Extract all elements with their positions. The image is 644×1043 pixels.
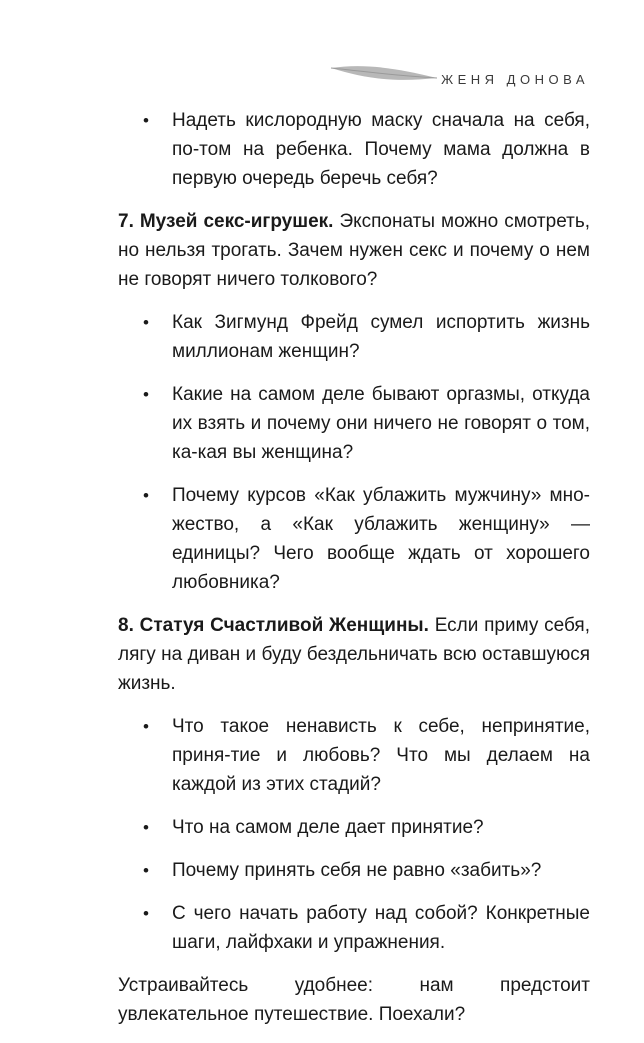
list-item xyxy=(118,899,590,957)
intro-bullet-list xyxy=(118,106,590,193)
list-item-text: Почему принять себя не равно «забить»? xyxy=(172,860,542,881)
bullet-icon: • xyxy=(143,313,149,332)
list-item-text: Что такое ненависть к себе, непринятие, приня-тие и любовь? Что мы делаем на каждой из этих стадий? xyxy=(172,716,590,795)
list-item xyxy=(118,856,590,885)
list-item xyxy=(118,481,590,597)
section-8-paragraph xyxy=(118,611,590,698)
bullet-icon: • xyxy=(143,717,149,736)
list-item-text: Что на самом деле дает принятие? xyxy=(172,817,484,838)
bullet-icon: • xyxy=(143,861,149,880)
bullet-icon: • xyxy=(143,111,149,130)
author-name: ЖЕНЯ ДОНОВА xyxy=(441,72,589,87)
list-item xyxy=(118,813,590,842)
list-item-text: Надеть кислородную маску сначала на себя, по-том на ребенка. Почему мама должна в первую очередь беречь себя? xyxy=(172,110,590,189)
feather-icon xyxy=(329,60,439,92)
bullet-icon: • xyxy=(143,385,149,404)
section-8-title: 8. Статуя Счастливой Женщины. xyxy=(118,615,429,636)
section-7-text: Экспонаты можно смотреть, но нельзя трогать. Зачем нужен секс и почему о нем не говорят ничего толкового? xyxy=(118,211,591,290)
list-item-text: Почему курсов «Как ублажить мужчину» мно-жество, а «Как ублажить женщину» — единицы? Чего вообще ждать от хорошего любовника? xyxy=(172,485,590,593)
bullet-icon: • xyxy=(143,486,149,505)
section-8-text: Если приму себя, лягу на диван и буду бездельничать всю оставшуюся жизнь. xyxy=(118,615,590,694)
section-7-bullet-list xyxy=(118,308,590,597)
page-content xyxy=(118,106,590,1043)
bullet-icon: • xyxy=(143,904,149,923)
list-item xyxy=(118,380,590,467)
page-header xyxy=(329,60,589,100)
section-7-title: 7. Музей секс-игрушек. xyxy=(118,211,334,232)
list-item xyxy=(118,712,590,799)
closing-paragraph: Устраивайтесь удобнее: нам предстоит увлекательное путешествие. Поехали? xyxy=(118,975,590,1025)
section-7-paragraph xyxy=(118,207,590,294)
list-item-text: Как Зигмунд Фрейд сумел испортить жизнь миллионам женщин? xyxy=(172,312,590,362)
list-item-text: С чего начать работу над собой? Конкретные шаги, лайфхаки и упражнения. xyxy=(172,903,590,953)
section-8-bullet-list xyxy=(118,712,590,957)
list-item xyxy=(118,106,590,193)
list-item xyxy=(118,308,590,366)
bullet-icon: • xyxy=(143,818,149,837)
list-item-text: Какие на самом деле бывают оргазмы, откуда их взять и почему они ничего не говорят о том, ка-кая вы женщина? xyxy=(172,384,590,463)
